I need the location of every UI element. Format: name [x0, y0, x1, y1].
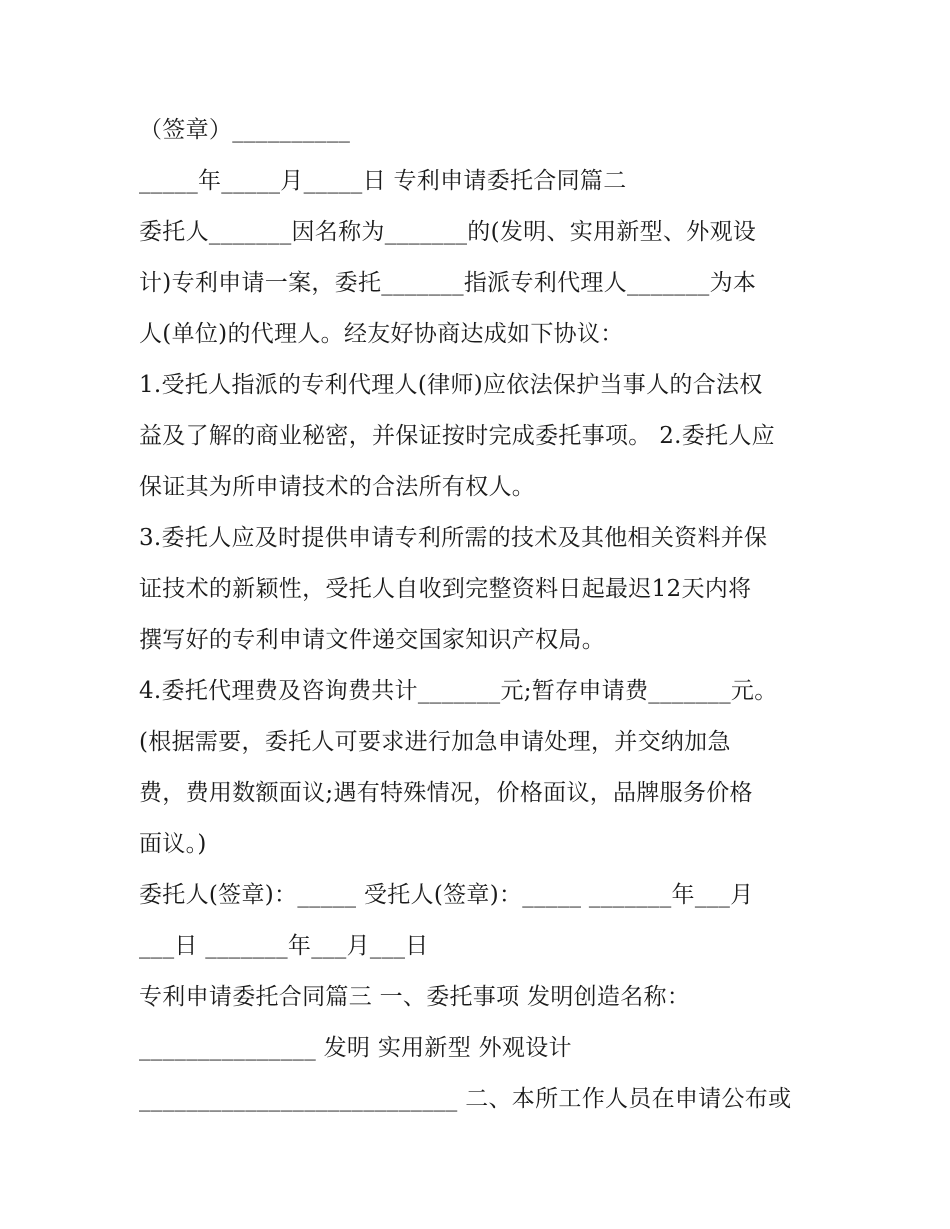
text-line-13: (根据需要，委托人可要求进行加急申请处理，并交纳加急 — [139, 729, 731, 755]
text-line-11: 撰写好的专利申请文件递交国家知识产权局。 — [139, 627, 605, 653]
text-line-7: 益及了解的商业秘密，并保证按时完成委托事项。 2.委托人应 — [139, 423, 775, 449]
text-line-10: 证技术的新颖性，受托人自收到完整资料日起最迟12天内将 — [139, 576, 752, 602]
text-line-20: ___________________________ 二、本所工作人员在申请公布或 — [139, 1086, 792, 1112]
text-line-17: ___日 _______年___月___日 — [139, 933, 429, 959]
text-line-9: 3.委托人应及时提供申请专利所需的技术及其他相关资料并保 — [139, 525, 768, 551]
text-line-18: 专利申请委托合同篇三 一、委托事项 发明创造名称： — [139, 984, 691, 1010]
text-line-2: _____年_____月_____日 专利申请委托合同篇二 — [139, 168, 627, 194]
text-line-15: 面议。) — [139, 831, 207, 857]
text-line-14: 费，费用数额面议;遇有特殊情况，价格面议，品牌服务价格 — [139, 780, 753, 806]
text-line-4: 计)专利申请一案，委托_______指派专利代理人_______为本 — [139, 270, 757, 296]
text-line-1: （签章）__________ — [139, 117, 351, 143]
text-line-8: 保证其为所申请技术的合法所有权人。 — [139, 474, 536, 500]
text-line-6: 1.受托人指派的专利代理人(律师)应依法保护当事人的合法权 — [139, 372, 763, 398]
text-line-5: 人(单位)的代理人。经友好协商达成如下协议： — [139, 321, 624, 347]
text-line-19: _______________ 发明 实用新型 外观设计 — [139, 1035, 572, 1061]
text-line-12: 4.委托代理费及咨询费共计_______元;暂存申请费_______元。 — [139, 678, 778, 704]
text-line-3: 委托人_______因名称为_______的(发明、实用新型、外观设 — [139, 219, 757, 245]
text-line-16: 委托人(签章)：_____ 受托人(签章)：_____ _______年___月 — [139, 882, 754, 908]
